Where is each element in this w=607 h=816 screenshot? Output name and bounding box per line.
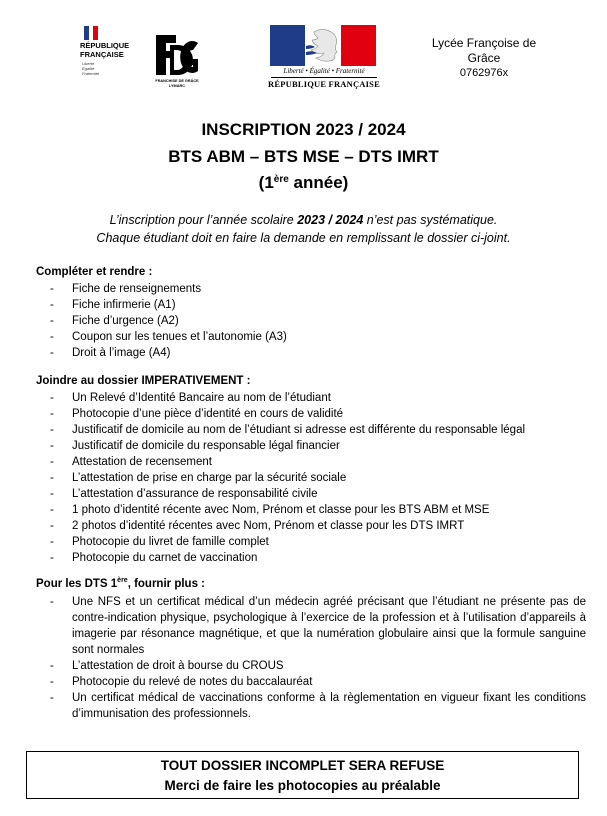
rf-logo-motto: Liberté Égalité Fraternité (82, 61, 100, 76)
fdg-emblem-icon (154, 33, 200, 77)
list-item: - Photocopie d’une pièce d’identité en cours de validité (36, 406, 525, 422)
intro-text-c: n’est pas systématique. (363, 213, 498, 227)
list-item: - L’attestation de droit à bourse du CROUS (36, 658, 586, 674)
list-item: - Une NFS et un certificat médical d’un médecin agréé précisant que l’étudiant ne présente pas de contre-indication physique, psychologique à l’exercice de la profession et à l’utilisation d’appareils à imagerie par résonance magnétique, et que la numération globulaire ainsi que la formule sanguine sont normales (36, 594, 586, 658)
list-item: - Coupon sur les tenues et l’autonomie (A3) (36, 329, 287, 345)
fdg-caption-text: FRANCHISE DE GRÂCE (155, 79, 199, 83)
marianne-flag-icon (84, 26, 98, 40)
list-item: - Photocopie du relevé de notes du baccalauréat (36, 674, 586, 690)
list-item: - Un Relevé d’Identité Bancaire au nom de l’étudiant (36, 390, 525, 406)
list-item: - L’attestation d’assurance de responsabilité civile (36, 486, 525, 502)
section-complete-title: Compléter et rendre : (36, 266, 153, 278)
intro-line-1 (0, 213, 607, 227)
section-dts-title-suffix: , fournir plus : (127, 578, 205, 590)
section-attach-title: Joindre au dossier IMPERATIVEMENT : (36, 375, 251, 387)
list-item: - Fiche d’urgence (A2) (36, 313, 287, 329)
year-title (0, 173, 607, 193)
marianne-name: RÉPUBLIQUE FRANÇAISE (268, 79, 380, 89)
page-title: INSCRIPTION 2023 / 2024 (201, 120, 406, 139)
section-complete-list (36, 281, 287, 361)
year-title-suffix: année) (288, 173, 349, 192)
list-item: - Photocopie du livret de famille complet (36, 534, 525, 550)
marianne-logo (268, 24, 380, 90)
fdg-caption (154, 79, 200, 88)
school-code: 0762976x (459, 67, 509, 79)
list-item: - L’attestation de prise en charge par la sécurité sociale (36, 470, 525, 486)
list-item: - Fiche de renseignements (36, 281, 287, 297)
list-item: - 2 photos d’identité récentes avec Nom, Prénom et classe pour les DTS IMRT (36, 518, 525, 534)
marianne-divider (271, 77, 377, 78)
list-item: - Photocopie du carnet de vaccination (36, 550, 525, 566)
warning-box (26, 751, 579, 799)
list-item: - Attestation de recensement (36, 454, 525, 470)
year-title-sup: ère (273, 174, 289, 185)
list-item: - Droit à l’image (A4) (36, 345, 287, 361)
republique-francaise-logo (78, 26, 138, 96)
list-item: - Fiche infirmerie (A1) (36, 297, 287, 313)
warning-line-1: TOUT DOSSIER INCOMPLET SERA REFUSE (160, 758, 445, 773)
marianne-motto: Liberté • Égalité • Fraternité (283, 67, 365, 75)
programs-title: BTS ABM – BTS MSE – DTS IMRT (168, 147, 439, 166)
section-dts-title-sup: ère (117, 577, 128, 584)
marianne-emblem-icon (268, 24, 380, 66)
intro-text-a: L’inscription pour l’année scolaire (109, 213, 298, 227)
section-dts-title-prefix: Pour les DTS 1 (36, 578, 118, 590)
section-attach-list (36, 390, 525, 566)
intro-year: 2023 / 2024 (297, 213, 364, 227)
fdg-logo (154, 33, 200, 91)
year-title-prefix: (1 (258, 173, 274, 192)
fdg-caption-sub: LYMARC (169, 83, 185, 88)
list-item: - Un certificat médical de vaccinations conforme à la règlementation en vigueur fixant les conditions d’immunisation des professionnels. (36, 690, 586, 722)
section-dts-list (36, 594, 586, 722)
list-item: - 1 photo d’identité récente avec Nom, Prénom et classe pour les BTS ABM et MSE (36, 502, 525, 518)
list-item: - Justificatif de domicile au nom de l’étudiant si adresse est différente du responsable légal (36, 422, 525, 438)
rf-logo-name: RÉPUBLIQUE FRANÇAISE (80, 41, 130, 59)
school-name: Lycée Françoise de Grâce (431, 36, 537, 65)
warning-line-2: Merci de faire les photocopies au préalable (164, 778, 441, 793)
list-item: - Justificatif de domicile du responsable légal financier (36, 438, 525, 454)
school-info (424, 36, 544, 81)
intro-line-2: Chaque étudiant doit en faire la demande en remplissant le dossier ci-joint. (96, 231, 511, 245)
section-dts-title (36, 578, 205, 590)
